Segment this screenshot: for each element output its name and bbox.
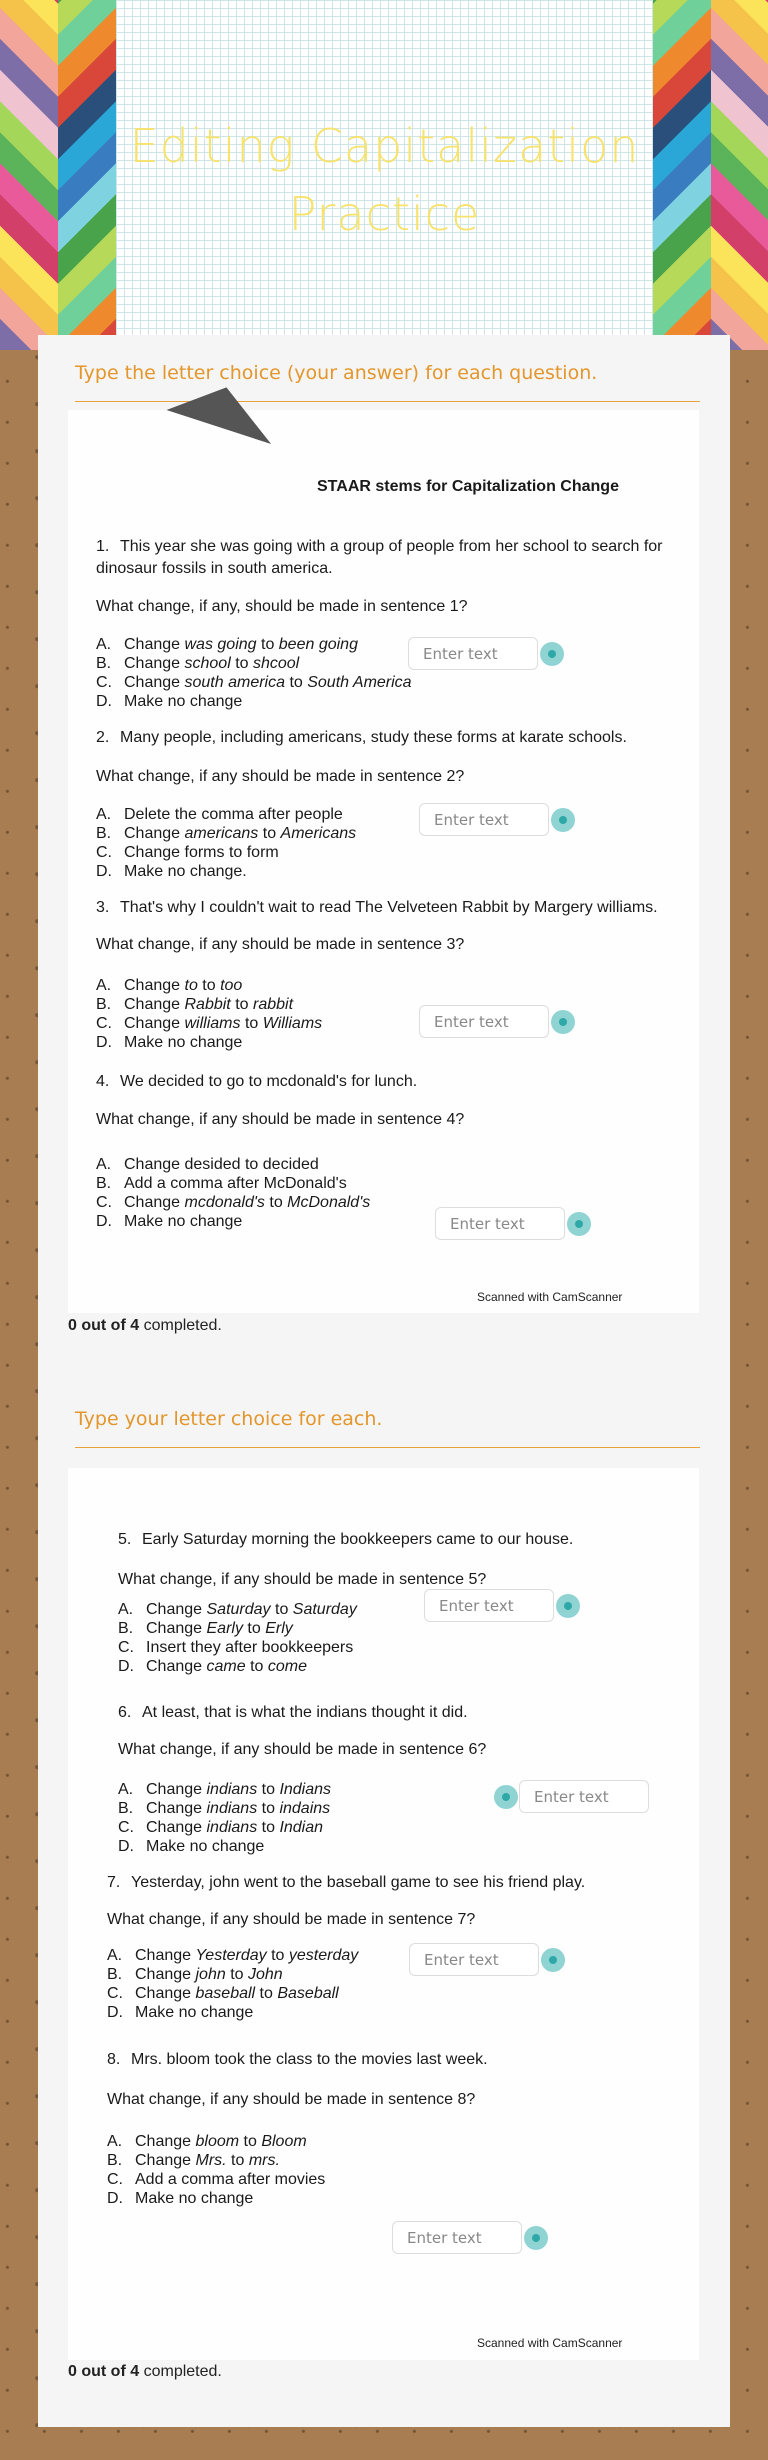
progress-label: completed.	[143, 1317, 222, 1334]
answer-input-2[interactable]	[419, 803, 549, 836]
option-text-segment: Saturday	[206, 1601, 271, 1618]
option-letter: A.	[107, 1947, 123, 1964]
question-prompt: What change, if any should be made in sentence 3?	[96, 936, 465, 953]
drag-handle-dot-icon[interactable]	[541, 1948, 565, 1972]
option-text	[124, 976, 242, 996]
option-text-segment: to	[197, 977, 221, 994]
option-text-segment: Change	[124, 996, 185, 1013]
option-text-segment: Indians	[279, 1781, 332, 1798]
option-text-segment: Change	[146, 1601, 207, 1618]
question-number: 6.	[118, 1704, 132, 1721]
option-text-segment: to	[266, 1947, 289, 1964]
option-text-segment: to	[285, 674, 308, 691]
progress-done: 0	[68, 2363, 77, 2380]
question-sentence: dinosaur fossils in south america.	[96, 560, 333, 577]
option-text-segment: Make no change	[135, 2190, 254, 2207]
option-text-segment: indians	[206, 1800, 258, 1817]
option-letter: B.	[96, 1175, 112, 1192]
option-text-segment: baseball	[195, 1985, 256, 2002]
option-text-segment: John	[247, 1966, 283, 1983]
option-text-segment: to	[257, 1800, 280, 1817]
option-text-segment: to	[258, 825, 281, 842]
question-number: 7.	[107, 1874, 121, 1891]
option-text-segment: Americans	[280, 825, 357, 842]
option-text-segment: was going	[184, 636, 257, 653]
option-text-segment: mrs.	[248, 2152, 280, 2169]
option-text-segment: to	[230, 996, 253, 1013]
option-letter: B.	[118, 1800, 134, 1817]
option-text-segment: Change	[146, 1620, 207, 1637]
drag-handle-dot-icon[interactable]	[494, 1785, 518, 1809]
option-text	[135, 1984, 339, 2004]
option-text-segment: been going	[278, 636, 358, 653]
option-letter: A.	[96, 1156, 112, 1173]
option-letter: D.	[96, 1213, 112, 1230]
option-letter: D.	[96, 1034, 112, 1051]
option-text	[135, 2170, 325, 2190]
drag-handle-dot-icon[interactable]	[540, 642, 564, 666]
option-text-segment: to	[240, 1015, 263, 1032]
camscanner-stamp: Scanned with CamScanner	[477, 1290, 623, 1304]
option-text-segment: Indian	[279, 1819, 324, 1836]
option-letter: C.	[96, 1194, 112, 1211]
option-text	[146, 1837, 264, 1857]
option-text-segment: Change	[146, 1819, 207, 1836]
option-text-segment: to	[245, 1658, 268, 1675]
option-text-segment: john	[195, 1966, 226, 1983]
question-number: 8.	[107, 2051, 121, 2068]
option-text-segment: Make no change	[124, 1034, 243, 1051]
option-text-segment: to	[257, 1781, 280, 1798]
option-text-segment: Yesterday	[195, 1947, 267, 1964]
option-text-segment: Change	[135, 1985, 196, 2002]
question-number: 2.	[96, 729, 110, 746]
option-text-segment: to	[239, 2133, 262, 2150]
option-text	[124, 1014, 322, 1034]
option-text	[146, 1799, 330, 1819]
option-text-segment: americans	[184, 825, 259, 842]
option-text-segment: Erly	[265, 1620, 293, 1637]
option-letter: C.	[118, 1819, 134, 1836]
option-text-segment: South America	[307, 674, 412, 691]
option-letter: A.	[96, 636, 112, 653]
option-text-segment: Add a comma after movies	[135, 2171, 326, 2188]
option-text-segment: indains	[279, 1800, 331, 1817]
option-letter: C.	[107, 2171, 123, 2188]
option-text	[124, 995, 293, 1015]
question-prompt: What change, if any should be made in sentence 6?	[118, 1741, 487, 1758]
option-text	[124, 843, 279, 863]
answer-input-placeholder: Enter text	[434, 1013, 509, 1031]
option-text-segment: Change	[124, 1015, 185, 1032]
option-text-segment: south america	[184, 674, 285, 691]
option-text-segment: to	[184, 977, 198, 994]
option-letter: B.	[118, 1620, 134, 1637]
option-text-segment: Change desided to decided	[124, 1156, 319, 1173]
answer-input-placeholder: Enter text	[424, 1951, 499, 1969]
drag-handle-dot-icon[interactable]	[567, 1212, 591, 1236]
section-2-heading: Type your letter choice for each.	[75, 1408, 383, 1430]
chevron-border-right	[653, 0, 768, 350]
option-text	[124, 862, 247, 882]
option-text-segment: Change	[135, 1947, 196, 1964]
option-text-segment: Change	[124, 655, 185, 672]
option-letter: A.	[118, 1601, 134, 1618]
option-text-segment: Change	[135, 2152, 196, 2169]
option-letter: B.	[96, 996, 112, 1013]
option-text	[124, 692, 242, 712]
option-letter: D.	[118, 1658, 134, 1675]
option-letter: D.	[118, 1838, 134, 1855]
option-letter: B.	[107, 2152, 123, 2169]
option-text-segment: Williams	[262, 1015, 323, 1032]
answer-input-4[interactable]	[435, 1207, 565, 1240]
answer-input-placeholder: Enter text	[434, 811, 509, 829]
worksheet-title: STAAR stems for Capitalization Change	[317, 478, 619, 495]
drag-handle-dot-icon[interactable]	[524, 2226, 548, 2250]
option-letter: C.	[107, 1985, 123, 2002]
option-text	[124, 1212, 242, 1232]
option-letter: A.	[118, 1781, 134, 1798]
option-text-segment: Insert they after bookkeepers	[146, 1639, 354, 1656]
option-text-segment: indians	[206, 1819, 258, 1836]
drag-handle-dot-icon[interactable]	[551, 1010, 575, 1034]
option-text-segment: to	[256, 636, 279, 653]
question-prompt: What change, if any should be made in sentence 7?	[107, 1911, 476, 1928]
option-text-segment: came	[206, 1658, 246, 1675]
option-text-segment: Change	[124, 977, 185, 994]
question-sentence: Yesterday, john went to the baseball game to see his friend play.	[131, 1874, 586, 1891]
option-text-segment: to	[270, 1601, 293, 1618]
option-letter: A.	[96, 806, 112, 823]
answer-input-placeholder: Enter text	[534, 1788, 609, 1806]
option-text	[124, 824, 356, 844]
answer-input-placeholder: Enter text	[423, 645, 498, 663]
option-text	[124, 1193, 370, 1213]
progress-mid: out of	[81, 1317, 126, 1334]
question-prompt: What change, if any, should be made in sentence 1?	[96, 598, 468, 615]
option-letter: A.	[96, 977, 112, 994]
option-letter: B.	[96, 655, 112, 672]
answer-input-placeholder: Enter text	[407, 2229, 482, 2247]
question-number: 3.	[96, 899, 110, 916]
question-prompt: What change, if any should be made in sentence 5?	[118, 1571, 487, 1588]
option-text-segment: Change	[124, 825, 185, 842]
question-sentence: Early Saturday morning the bookkeepers came to our house.	[142, 1531, 574, 1548]
question-sentence: At least, that is what the indians thought it did.	[142, 1704, 468, 1721]
option-text-segment: Make no change.	[124, 863, 247, 880]
question-sentence: We decided to go to mcdonald's for lunch.	[120, 1073, 418, 1090]
drag-handle-dot-icon[interactable]	[551, 808, 575, 832]
option-letter: C.	[96, 844, 112, 861]
option-letter: D.	[96, 863, 112, 880]
answer-input-1[interactable]	[408, 637, 538, 670]
option-text-segment: indians	[206, 1781, 258, 1798]
option-text	[146, 1600, 357, 1620]
question-sentence: Mrs. bloom took the class to the movies last week.	[131, 2051, 488, 2068]
question-prompt: What change, if any should be made in sentence 8?	[107, 2091, 476, 2108]
option-text-segment: Change	[124, 636, 185, 653]
progress-done: 0	[68, 1317, 77, 1334]
option-text-segment: Baseball	[277, 1985, 339, 2002]
option-text-segment: rabbit	[252, 996, 294, 1013]
option-text-segment: Make no change	[124, 1213, 243, 1230]
option-text-segment: Change	[146, 1781, 207, 1798]
option-letter: B.	[107, 1966, 123, 1983]
option-text	[146, 1619, 293, 1639]
answer-input-5[interactable]	[424, 1589, 554, 1622]
answer-input-placeholder: Enter text	[450, 1215, 525, 1233]
option-text	[124, 673, 412, 693]
question-number: 1.	[96, 538, 110, 555]
option-text-segment: Delete the comma after people	[124, 806, 343, 823]
option-text-segment: Change	[135, 1966, 196, 1983]
question-number: 5.	[118, 1531, 132, 1548]
option-text-segment: Change	[124, 1194, 185, 1211]
option-text-segment: Early	[206, 1620, 243, 1637]
option-letter: C.	[96, 674, 112, 691]
option-text	[124, 1033, 242, 1053]
option-letter: D.	[107, 2004, 123, 2021]
option-letter: A.	[107, 2133, 123, 2150]
title-banner	[116, 0, 653, 340]
chevron-border-left	[0, 0, 116, 350]
option-text-segment: McDonald's	[287, 1194, 371, 1211]
option-text	[124, 805, 343, 825]
option-text-segment: Change forms to form	[124, 844, 279, 861]
option-text-segment: Bloom	[261, 2133, 307, 2150]
option-text-segment: to	[257, 1819, 280, 1836]
answer-input-placeholder: Enter text	[439, 1597, 514, 1615]
option-text-segment: Make no change	[124, 693, 243, 710]
option-text-segment: school	[184, 655, 231, 672]
option-text-segment: Make no change	[135, 2004, 254, 2021]
option-text-segment: bloom	[195, 2133, 240, 2150]
option-text-segment: too	[220, 977, 243, 994]
option-text	[146, 1657, 307, 1677]
progress-status	[68, 2363, 222, 2381]
option-text-segment: to	[255, 1985, 278, 2002]
option-letter: D.	[107, 2190, 123, 2207]
progress-status	[68, 1317, 222, 1335]
option-text-segment: Change	[124, 674, 185, 691]
option-text	[135, 2132, 307, 2152]
question-prompt: What change, if any should be made in sentence 4?	[96, 1111, 465, 1128]
answer-input-3[interactable]	[419, 1005, 549, 1038]
option-text-segment: Change	[135, 2133, 196, 2150]
option-text-segment: Saturday	[292, 1601, 357, 1618]
progress-total: 4	[130, 2363, 140, 2380]
option-text-segment: Change	[146, 1800, 207, 1817]
option-text-segment: Mrs.	[195, 2152, 227, 2169]
progress-mid: out of	[81, 2363, 126, 2380]
option-text-segment: come	[267, 1658, 307, 1675]
question-prompt: What change, if any should be made in sentence 2?	[96, 768, 465, 785]
option-letter: C.	[118, 1639, 134, 1656]
question-sentence: That's why I couldn't wait to read The Velveteen Rabbit by Margery williams.	[120, 899, 658, 916]
drag-handle-dot-icon[interactable]	[556, 1594, 580, 1618]
option-text	[146, 1818, 323, 1838]
question-number: 4.	[96, 1073, 110, 1090]
option-text-segment: to	[264, 1194, 288, 1211]
option-text	[146, 1780, 331, 1800]
option-text	[135, 2151, 280, 2171]
option-text	[124, 654, 299, 674]
answer-input-6[interactable]	[519, 1780, 649, 1813]
option-text-segment: Rabbit	[184, 996, 231, 1013]
option-text	[124, 1155, 319, 1175]
option-text-segment: to	[226, 2152, 249, 2169]
option-letter: C.	[96, 1015, 112, 1032]
option-text-segment: Make no change	[146, 1838, 265, 1855]
camscanner-stamp: Scanned with CamScanner	[477, 2336, 623, 2350]
option-text	[146, 1638, 353, 1658]
option-text	[135, 1946, 358, 1966]
option-text	[135, 1965, 283, 1985]
question-sentence: Many people, including americans, study these forms at karate schools.	[120, 729, 627, 746]
option-text-segment: to	[242, 1620, 266, 1637]
option-letter: B.	[96, 825, 112, 842]
option-text-segment: mcdonald's	[184, 1194, 265, 1211]
progress-label: completed.	[143, 2363, 222, 2380]
answer-input-7[interactable]	[409, 1943, 539, 1976]
option-text	[124, 635, 358, 655]
option-text-segment: Add a comma after McDonald's	[124, 1175, 347, 1192]
option-text	[124, 1174, 347, 1194]
option-text-segment: to	[230, 655, 253, 672]
option-text-segment: shcool	[252, 655, 300, 672]
option-text-segment: to	[225, 1966, 248, 1983]
option-text	[135, 2003, 253, 2023]
option-text-segment: Change	[146, 1658, 207, 1675]
question-sentence: This year she was going with a group of people from her school to search for	[120, 538, 663, 555]
section-2-divider	[75, 1447, 700, 1448]
page-title: Editing Capitalization Practice	[129, 119, 640, 241]
option-text-segment: williams	[184, 1015, 241, 1032]
option-text-segment: yesterday	[288, 1947, 359, 1964]
progress-total: 4	[130, 1317, 140, 1334]
option-text	[135, 2189, 253, 2209]
section-1-heading: Type the letter choice (your answer) for each question.	[75, 362, 598, 384]
option-letter: D.	[96, 693, 112, 710]
answer-input-8[interactable]	[392, 2221, 522, 2254]
